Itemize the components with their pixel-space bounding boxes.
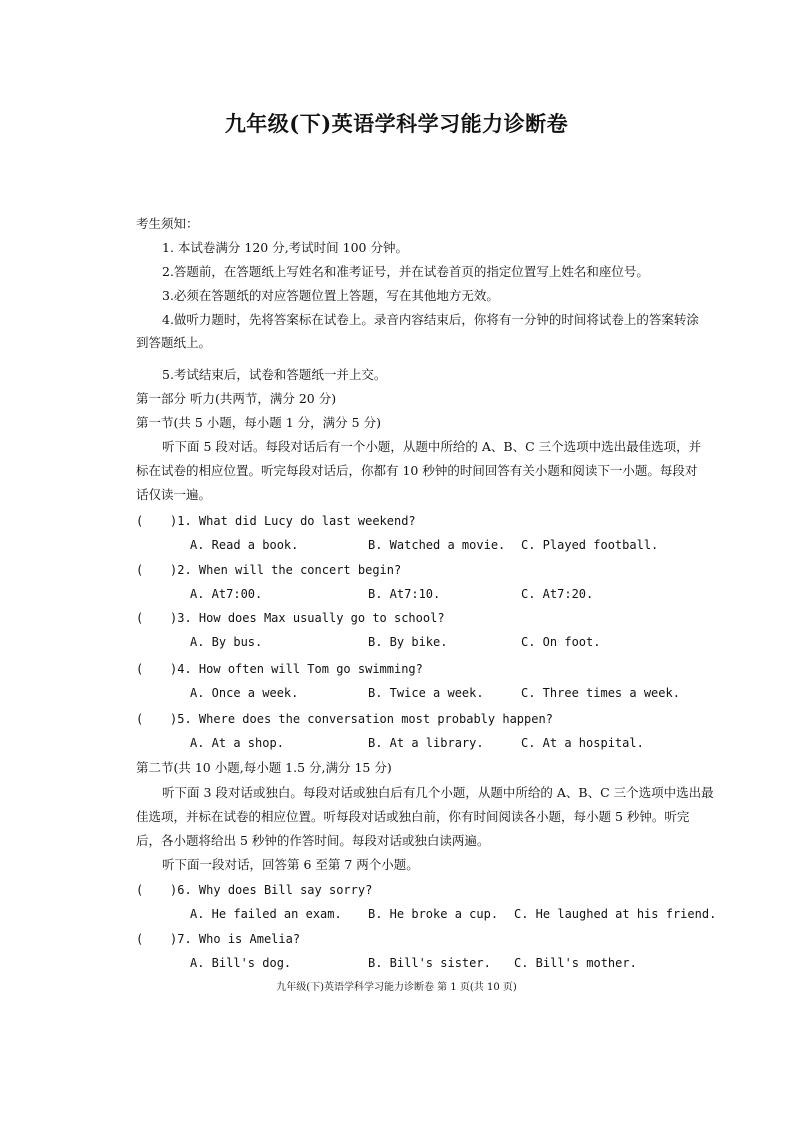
option-c: C. Bill's mother. (514, 956, 637, 970)
page-footer: 九年级(下)英语学科学习能力诊断卷 第 1 页(共 10 页) (276, 982, 517, 993)
option-c: C. At a hospital. (521, 736, 644, 750)
option-c: C. At7:20. (521, 587, 594, 601)
instruction-line: 听下面 5 段对话。每段对话后有一个小题，从题中所给的 A、B、C 三个选项中选出最佳选项，并 (162, 439, 702, 454)
option-a: A. Bill's dog. (190, 956, 292, 970)
section-heading: 第二节(共 10 小题,每小题 1.5 分,满分 15 分) (136, 760, 392, 775)
option-b: B. Bill's sister. (368, 956, 491, 970)
option-b: B. At a library. (368, 736, 484, 750)
answer-blank[interactable]: ( (136, 712, 144, 726)
option-b: B. He broke a cup. (368, 907, 499, 921)
option-c: C. Three times a week. (521, 686, 680, 700)
notice-item: 到答题纸上。 (136, 335, 212, 350)
question: ( )1. What did Lucy do last weekend? (136, 514, 416, 528)
notice-item: 1. 本试卷满分 120 分,考试时间 100 分钟。 (162, 240, 408, 255)
part-heading: 第一部分 听力(共两节，满分 20 分) (136, 391, 337, 406)
answer-blank[interactable]: ( (136, 563, 144, 577)
option-a: A. Read a book. (190, 538, 299, 552)
question: ( )4. How often will Tom go swimming? (136, 662, 423, 676)
question: ( )3. How does Max usually go to school? (136, 611, 445, 625)
option-b: B. Watched a movie. (368, 538, 506, 552)
notice-item: 2.答题前，在答题纸上写姓名和准考证号，并在试卷首页的指定位置写上姓名和座位号。 (162, 264, 649, 279)
option-b: B. By bike. (368, 635, 448, 649)
notice-item: 5.考试结束后，试卷和答题纸一并上交。 (162, 367, 387, 382)
option-b: B. Twice a week. (368, 686, 484, 700)
option-a: A. By bus. (190, 635, 263, 649)
question: ( )5. Where does the conversation most probably happen? (136, 712, 553, 726)
option-a: A. At7:00. (190, 587, 263, 601)
instruction-line: 标在试卷的相应位置。听完每段对话后，你都有 10 秒钟的时间回答有关小题和阅读下一小题。每段对 (136, 463, 698, 478)
answer-blank[interactable]: ( (136, 662, 144, 676)
page-title: 九年级(下)英语学科学习能力诊断卷 (224, 111, 569, 136)
instruction-line: 听下面一段对话，回答第 6 至第 7 两个小题。 (162, 857, 419, 872)
option-a: A. He failed an exam. (190, 907, 342, 921)
question: ( )7. Who is Amelia? (136, 932, 301, 946)
instruction-line: 话仅读一遍。 (136, 487, 212, 502)
notice-heading: 考生须知： (136, 216, 199, 231)
answer-blank[interactable]: ( (136, 514, 144, 528)
question: ( )6. Why does Bill say sorry? (136, 883, 373, 897)
instruction-line: 后，各小题将给出 5 秒钟的作答时间。每段对话或独白读两遍。 (136, 833, 490, 848)
answer-blank[interactable]: ( (136, 611, 144, 625)
question: ( )2. When will the concert begin? (136, 563, 402, 577)
option-a: A. Once a week. (190, 686, 299, 700)
instruction-line: 佳选项，并标在试卷的相应位置。听每段对话或独白前，你有时间阅读各小题，每小题 5 秒钟。听完 (136, 809, 690, 824)
option-c: C. He laughed at his friend. (514, 907, 717, 921)
option-c: C. On foot. (521, 635, 601, 649)
option-b: B. At7:10. (368, 587, 441, 601)
option-c: C. Played football. (521, 538, 659, 552)
notice-item: 3.必须在答题纸的对应答题位置上答题，写在其他地方无效。 (162, 288, 499, 303)
section-heading: 第一节(共 5 小题，每小题 1 分，满分 5 分) (136, 415, 381, 430)
answer-blank[interactable]: ( (136, 883, 144, 897)
option-a: A. At a shop. (190, 736, 284, 750)
instruction-line: 听下面 3 段对话或独白。每段对话或独白后有几个小题，从题中所给的 A、B、C 三个选项中选出最 (162, 785, 714, 800)
notice-item: 4.做听力题时，先将答案标在试卷上。录音内容结束后，你将有一分钟的时间将试卷上的答案转涂 (162, 312, 699, 327)
answer-blank[interactable]: ( (136, 932, 144, 946)
